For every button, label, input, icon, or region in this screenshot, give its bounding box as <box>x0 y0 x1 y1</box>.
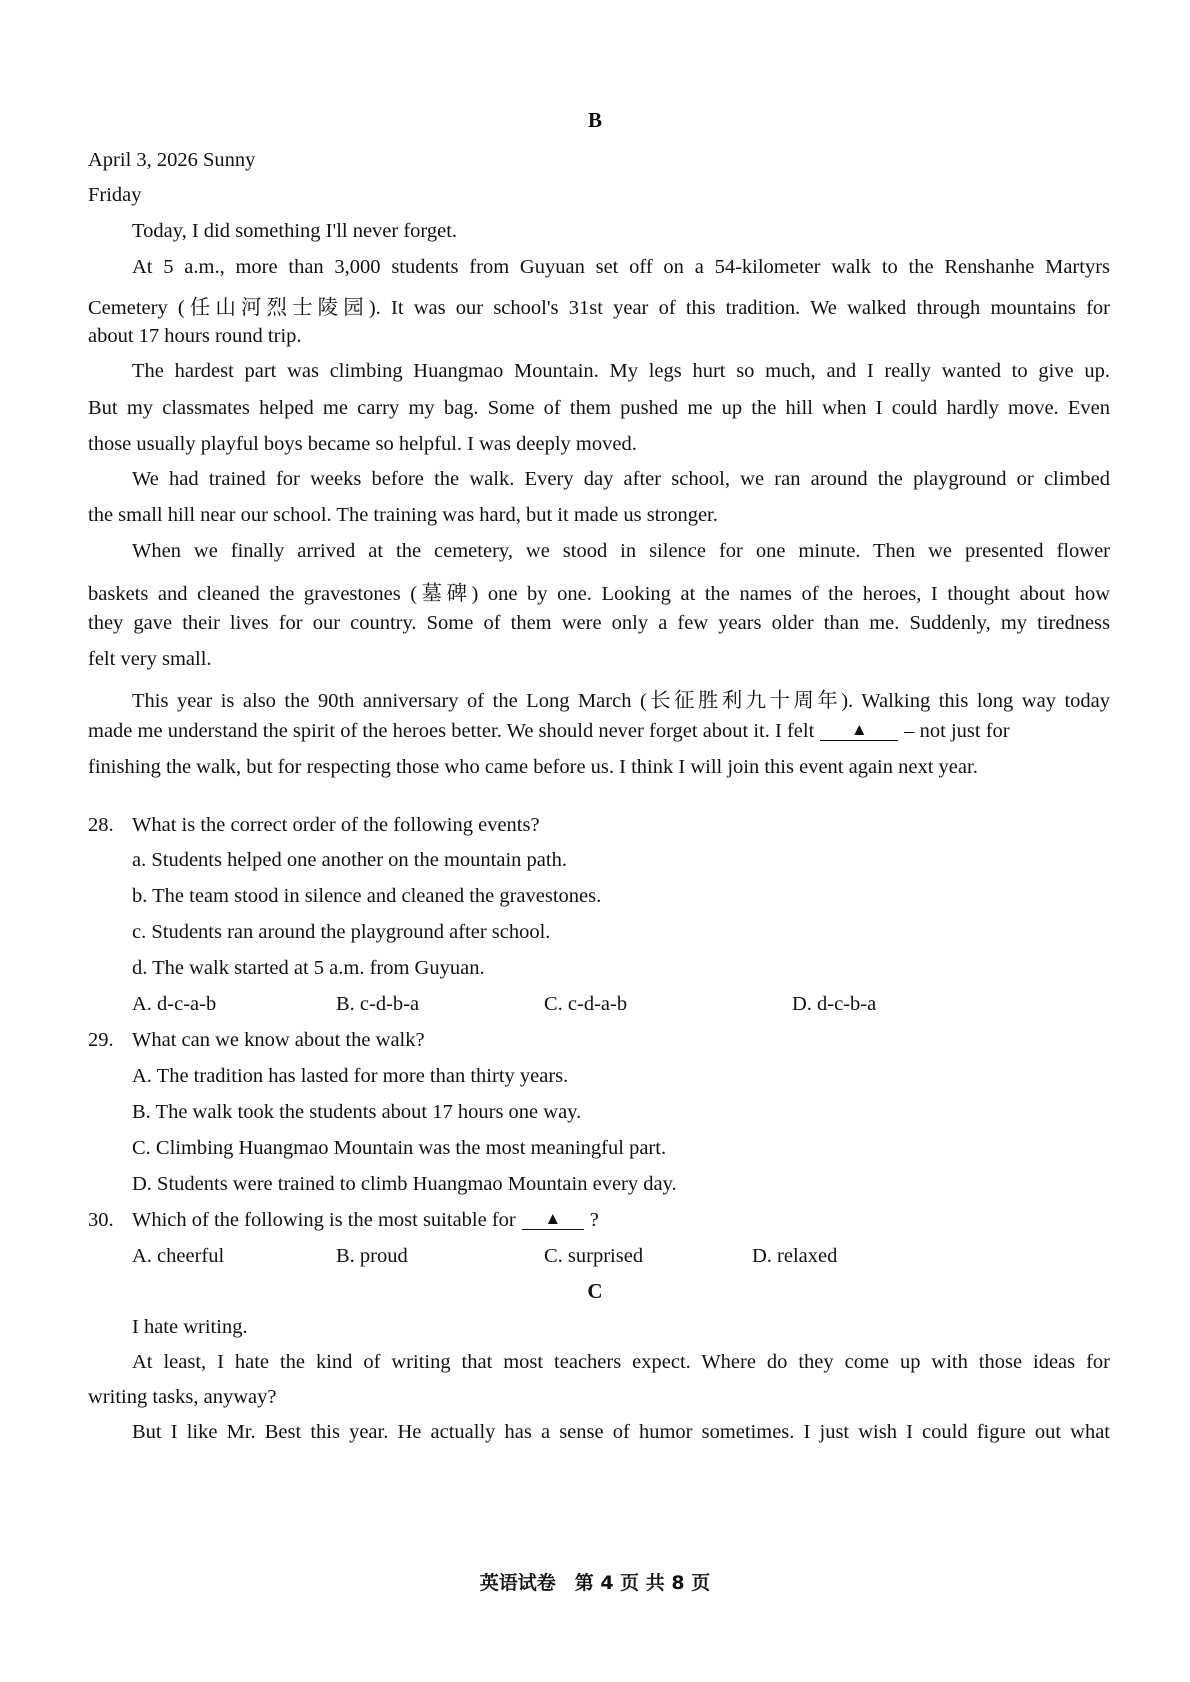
question-28-option-a: A. d-c-a-b <box>132 993 217 1015</box>
passage-b-p6-line-2 <box>88 720 1010 743</box>
passage-b-p5-line-1: When we finally arrived at the cemetery, we stood in silence for one minute. Then we presented flower <box>132 540 1110 562</box>
passage-b-p6-line-1: This year is also the 90th anniversary of the Long March (长征胜利九十周年). Walking this long way today <box>132 690 1110 712</box>
question-30-stem-end: ? <box>589 1209 599 1231</box>
passage-b-p5-line-2: baskets and cleaned the gravestones (墓碑) one by one. Looking at the names of the heroes, I thought about how <box>88 583 1110 605</box>
passage-b-p3-line-2: But my classmates helped me carry my bag. Some of them pushed me up the hill when I could hardly move. Even <box>88 397 1110 419</box>
diary-date-weather: April 3, 2026 Sunny <box>88 149 256 171</box>
question-30-stem-text: Which of the following is the most suitable for <box>132 1209 516 1231</box>
passage-b-p4-line-1: We had trained for weeks before the walk. Every day after school, we ran around the playground or climbed <box>132 468 1110 490</box>
passage-b-p2-line-3: about 17 hours round trip. <box>88 325 302 347</box>
passage-c-p2-line-1: At least, I hate the kind of writing that most teachers expect. Where do they come up with those ideas for <box>132 1351 1110 1373</box>
question-29-option-c: C. Climbing Huangmao Mountain was the most meaningful part. <box>132 1137 667 1159</box>
section-c-label: C <box>587 1279 603 1303</box>
triangle-marker-icon: ▲ <box>544 1209 562 1228</box>
page-footer: 英语试卷 第 4 页 共 8 页 <box>479 1572 711 1594</box>
question-29-number: 29. <box>88 1029 114 1051</box>
passage-b-p6-line-2-text-b: – not just for <box>904 720 1010 742</box>
triangle-marker-icon: ▲ <box>850 720 868 739</box>
passage-c-paragraph-1: I hate writing. <box>132 1316 248 1338</box>
question-30-option-a: A. cheerful <box>132 1245 225 1267</box>
question-30-option-d: D. relaxed <box>752 1245 838 1267</box>
passage-b-p5-line-4: felt very small. <box>88 648 212 670</box>
question-28-option-d: D. d-c-b-a <box>792 993 877 1015</box>
passage-b-p2-line-1: At 5 a.m., more than 3,000 students from Guyuan set off on a 54-kilometer walk to the Renshanhe Martyrs <box>132 256 1110 278</box>
question-28-stem: What is the correct order of the following events? <box>132 814 540 836</box>
question-29-option-b: B. The walk took the students about 17 hours one way. <box>132 1101 582 1123</box>
section-b-label: B <box>587 108 602 132</box>
passage-b-p6-line-3: finishing the walk, but for respecting those who came before us. I think I will join this event again next year. <box>88 756 978 778</box>
question-29-stem: What can we know about the walk? <box>132 1029 425 1051</box>
diary-weekday: Friday <box>88 184 142 206</box>
question-28-event-c: c. Students ran around the playground after school. <box>132 921 551 943</box>
question-30-option-c: C. surprised <box>544 1245 644 1267</box>
question-30-option-b: B. proud <box>336 1245 408 1267</box>
answer-blank <box>820 719 898 741</box>
passage-b-p6-line-2-text-a: made me understand the spirit of the heroes better. We should never forget about it. I felt <box>88 720 815 742</box>
passage-b-p4-line-2: the small hill near our school. The training was hard, but it made us stronger. <box>88 504 718 526</box>
question-29-option-d: D. Students were trained to climb Huangmao Mountain every day. <box>132 1173 677 1195</box>
question-28-event-d: d. The walk started at 5 a.m. from Guyuan. <box>132 957 485 979</box>
question-28-event-a: a. Students helped one another on the mountain path. <box>132 849 567 871</box>
passage-b-paragraph-1: Today, I did something I'll never forget. <box>132 220 458 242</box>
passage-b-p5-line-3: they gave their lives for our country. Some of them were only a few years older than me. Suddenly, my tiredness <box>88 612 1110 634</box>
passage-b-p3-line-3: those usually playful boys became so helpful. I was deeply moved. <box>88 433 637 455</box>
passage-c-p2-line-2: writing tasks, anyway? <box>88 1386 277 1408</box>
question-29-option-a: A. The tradition has lasted for more than thirty years. <box>132 1065 569 1087</box>
question-30-stem <box>132 1209 599 1232</box>
question-28-number: 28. <box>88 814 114 836</box>
passage-b-p3-line-1: The hardest part was climbing Huangmao Mountain. My legs hurt so much, and I really wanted to give up. <box>132 360 1110 382</box>
question-30-number: 30. <box>88 1209 114 1231</box>
answer-blank <box>522 1208 584 1230</box>
question-28-option-c: C. c-d-a-b <box>544 993 628 1015</box>
question-28-event-b: b. The team stood in silence and cleaned the gravestones. <box>132 885 602 907</box>
passage-b-p2-line-2: Cemetery (任山河烈士陵园). It was our school's 31st year of this tradition. We walked through mountains for <box>88 297 1110 319</box>
question-28-option-b: B. c-d-b-a <box>336 993 420 1015</box>
passage-c-p3-line-1: But I like Mr. Best this year. He actually has a sense of humor sometimes. I just wish I could figure out what <box>132 1421 1110 1443</box>
